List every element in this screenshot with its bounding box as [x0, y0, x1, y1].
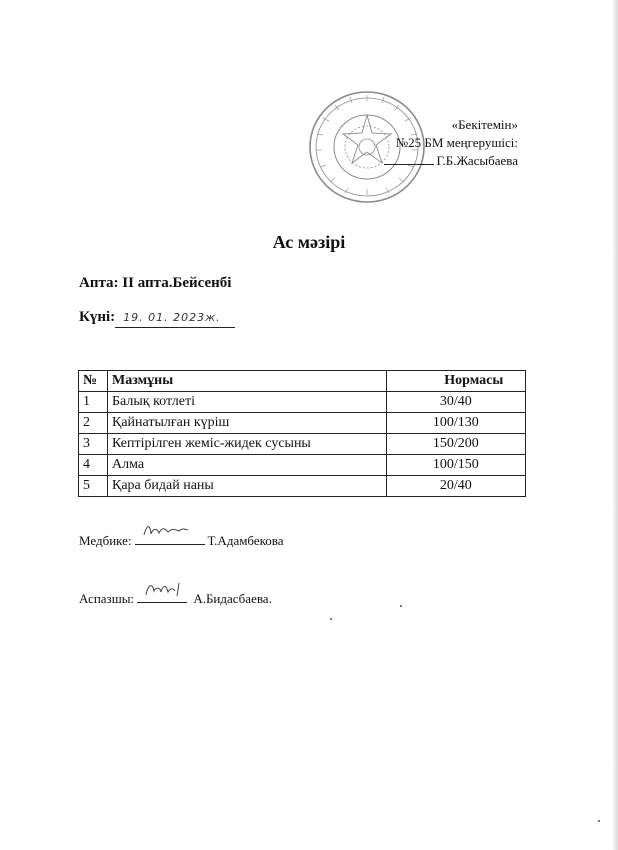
- date-label: Күні:: [79, 309, 116, 325]
- table-row: [79, 476, 526, 497]
- approval-block: [368, 116, 518, 170]
- nurse-signature-line: [135, 532, 205, 545]
- cook-label: Аспазшы:: [79, 591, 135, 606]
- scan-edge-shadow: [613, 0, 618, 850]
- row-norm: 100/130: [386, 413, 525, 434]
- row-content: Қайнатылған күріш: [108, 413, 387, 434]
- row-norm: 30/40: [386, 392, 525, 413]
- approval-heading: «Бекітемін»: [451, 117, 518, 132]
- header-number: №: [79, 371, 108, 392]
- header-content: Мазмұны: [108, 371, 387, 392]
- week-day-line: Апта: II апта.Бейсенбі: [79, 275, 232, 291]
- approval-signature-line: [384, 152, 434, 165]
- scan-speck: [400, 605, 402, 607]
- approval-signer-row: [368, 152, 518, 170]
- nurse-name: Т.Адамбекова: [207, 533, 284, 548]
- row-content: Алма: [108, 455, 387, 476]
- row-norm: 150/200: [386, 434, 525, 455]
- table-header-row: [79, 371, 526, 392]
- approval-signer-name: Г.Б.Жасыбаева: [436, 153, 518, 168]
- nurse-handwritten-signature: [141, 522, 191, 538]
- cook-signature-line: [137, 590, 187, 603]
- header-norm: Нормасы: [386, 371, 525, 392]
- row-number: 3: [79, 434, 108, 455]
- scan-speck: [598, 820, 600, 822]
- row-number: 2: [79, 413, 108, 434]
- approval-position: №25 БМ меңгерушісі:: [395, 135, 518, 150]
- cook-handwritten-signature: [143, 580, 187, 598]
- date-line: [79, 309, 235, 328]
- row-number: 4: [79, 455, 108, 476]
- scan-speck: [330, 618, 332, 620]
- row-norm: 100/150: [386, 455, 525, 476]
- table-row: [79, 413, 526, 434]
- row-number: 1: [79, 392, 108, 413]
- date-handwritten-value: 19. 01. 2023ж.: [115, 311, 235, 328]
- document-title: Ас мәзірі: [272, 232, 346, 252]
- table-row: [79, 434, 526, 455]
- row-content: Кептірілген жеміс-жидек сусыны: [108, 434, 387, 455]
- nurse-label: Медбике:: [79, 533, 132, 548]
- row-content: Балық котлеті: [108, 392, 387, 413]
- menu-table: [78, 370, 526, 497]
- cook-name: А.Бидасбаева.: [193, 591, 272, 606]
- table-row: [79, 455, 526, 476]
- table-row: [79, 392, 526, 413]
- row-norm: 20/40: [386, 476, 525, 497]
- nurse-signature-row: [79, 532, 284, 549]
- cook-signature-row: [79, 590, 272, 607]
- row-content: Қара бидай наны: [108, 476, 387, 497]
- row-number: 5: [79, 476, 108, 497]
